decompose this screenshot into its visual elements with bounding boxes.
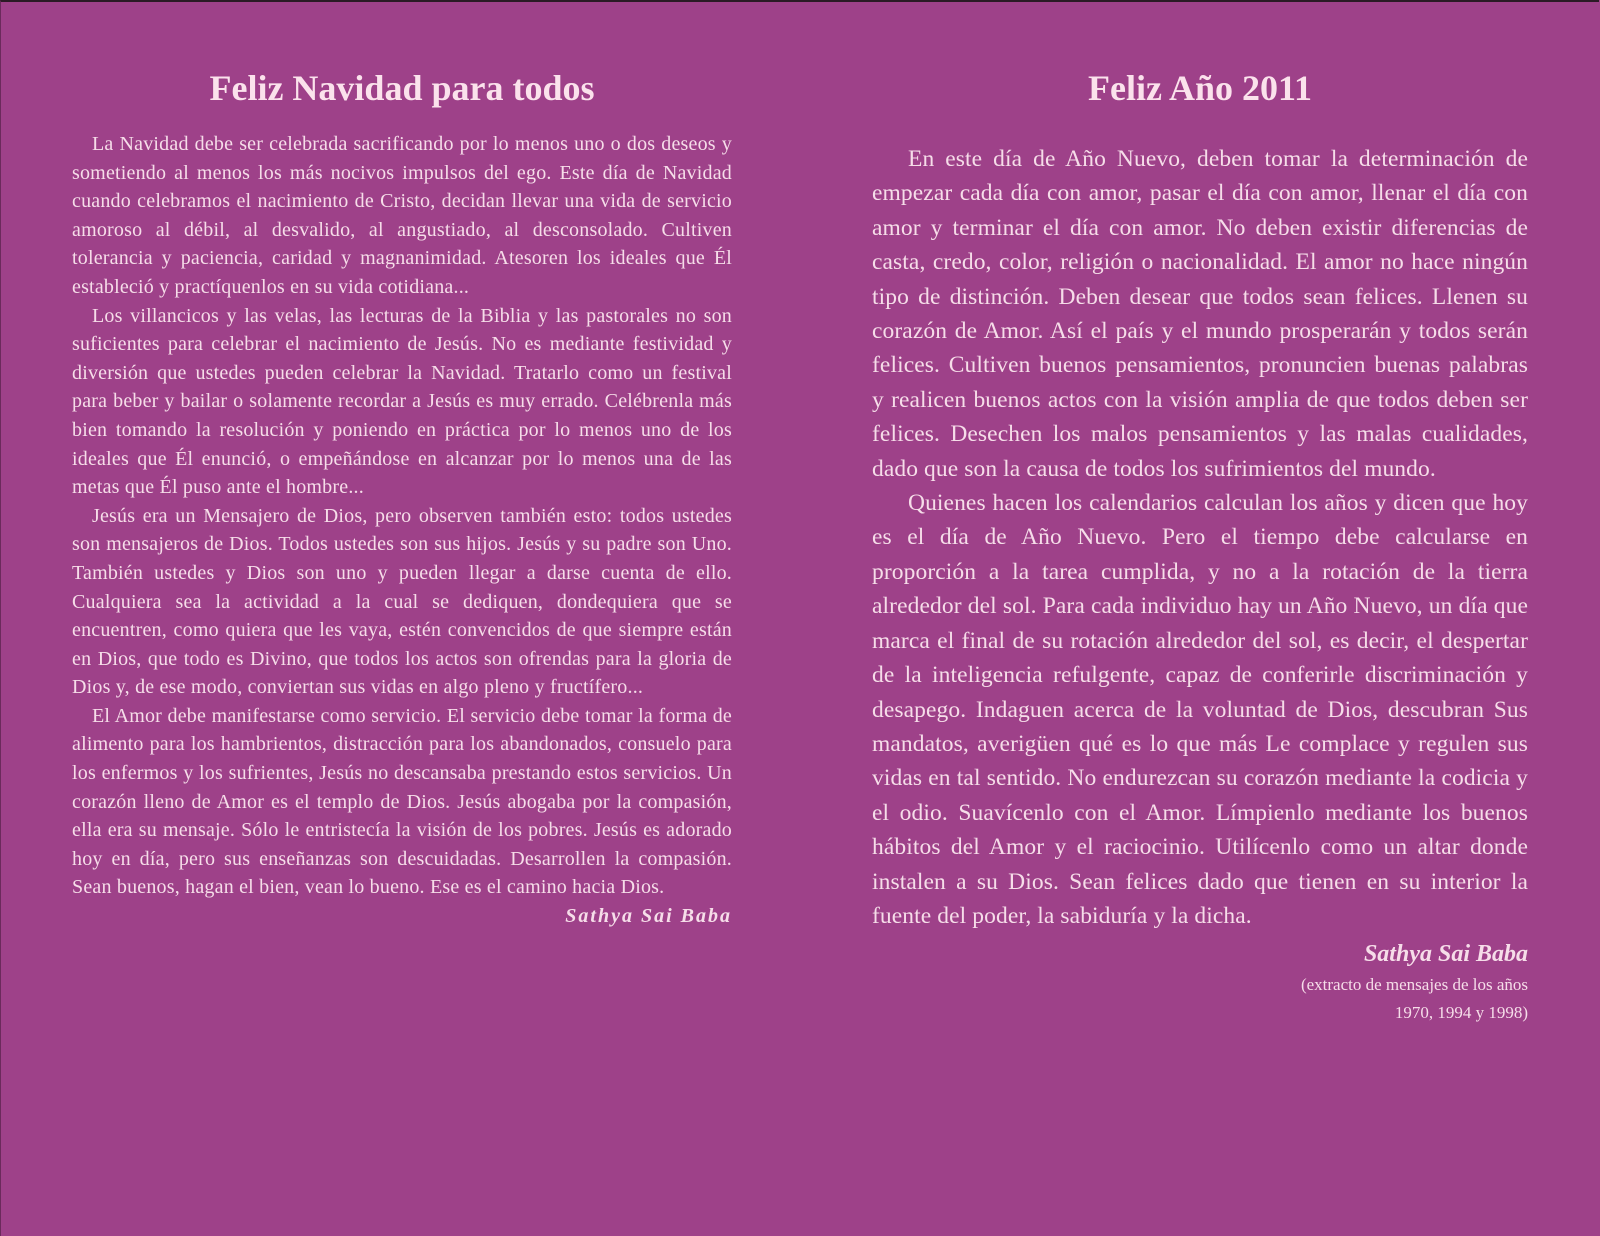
new-year-title: Feliz Año 2011 <box>1088 68 1312 108</box>
new-year-paragraph-2: Quienes hacen los calendarios calculan los años y dicen que hoy es el día de Año Nuevo. Pero el tiempo debe calcularse en proporción a la tarea cumplida, y no a la rotación de la tierra alrededor del sol. Para cada individuo hay un Año Nuevo, un día que marca el final de su rotación alrededor del sol, es decir, el despertar de la inteligencia refulgente, capaz de conferirle discriminación y desapego. Indaguen acerca de la voluntad de Dios, descubran Sus mandatos, averigüen qué es lo que más Le complace y regulen sus vidas en tal sentido. No endurezcan su corazón mediante la codicia y el odio. Suavícenlo con el Amor. Límpienlo mediante los buenos hábitos del Amor y el raciocinio. Utilícenlo como un altar donde instalen a su Dios. Sean felices dado que tienen en su interior la fuente del poder, la sabiduría y la dicha. <box>872 490 1528 929</box>
christmas-paragraph-3: Jesús era un Mensajero de Dios, pero observen también esto: todos ustedes son mensajeros de Dios. Todos ustedes son sus hijos. Jesús y su padre son Uno. También ustedes y Dios son uno y pueden llegar a darse cuenta de ello. Cualquiera sea la actividad a la cual se dediquen, dondequiera que se encuentren, como quiera que les vaya, estén convencidos de que siempre están en Dios, que todo es Divino, que todos los actos son ofrendas para la gloria de Dios y, de ese modo, conviertan sus vidas en algo pleno y fructífero... <box>72 504 732 699</box>
christmas-paragraph-4-text: El Amor debe manifestarse como servicio. El servicio debe tomar la forma de alimento para los hambrientos, distracción para los abandonados, consuelo para los enfermos y los sufrientes, Jesús no descansaba prestando estos servicios. Un corazón lleno de Amor es el templo de Dios. Jesús abogaba por la compasión, ella era su mensaje. Sólo le entristecía la visión de los pobres. Jesús es adorado hoy en día, pero sus enseñanzas son descuidadas. Desarrollen la compasión. Sean buenos, hagan el bien, vean lo bueno. Ese es el camino hacia Dios. <box>72 704 732 899</box>
new-year-message-column <box>872 62 1528 1027</box>
christmas-signature: Sathya Sai Baba <box>565 905 732 928</box>
christmas-message-column <box>72 62 732 931</box>
new-year-signature: Sathya Sai Baba <box>1363 941 1528 968</box>
christmas-title: Feliz Navidad para todos <box>209 68 595 108</box>
new-year-paragraph-1: En este día de Año Nuevo, deben tomar la determinación de empezar cada día con amor, pasar el día con amor, llenar el día con amor y terminar el día con amor. No deben existir diferencias de casta, credo, color, religión o nacionalidad. El amor no hace ningún tipo de distinción. Deben desear que todos sean felices. Llenen su corazón de Amor. Así el país y el mundo prosperarán y todos serán felices. Cultiven buenos pensamientos, pronuncien buenas palabras y realicen buenos actos con la visión amplia de que todos deben ser felices. Desechen los malos pensamientos y las malas cualidades, dado que son la causa de todos los sufrimientos del mundo. <box>872 146 1528 482</box>
christmas-paragraph-2: Los villancicos y las velas, las lecturas de la Biblia y las pastorales no son suficientes para celebrar el nacimiento de Jesús. No es mediante festividad y diversión que ustedes pueden celebrar la Navidad. Tratarlo como un festival para beber y bailar o solamente recordar a Jesús es muy errado. Celébrenla más bien tomando la resolución y poniendo en práctica por lo menos uno de los ideales que Él enunció, o empeñándose en alcanzar por lo menos una de las metas que Él puso ante el hombre... <box>72 304 732 499</box>
christmas-paragraph-4 <box>72 702 732 928</box>
christmas-paragraph-1: La Navidad debe ser celebrada sacrificando por lo menos uno o dos deseos y sometiendo al menos los más nocivos impulsos del ego. Este día de Navidad cuando celebramos el nacimiento de Cristo, decidan llevar una vida de servicio amoroso al débil, al desvalido, al angustiado, al desconsolado. Cultiven tolerancia y paciencia, caridad y magnanimidad. Atesoren los ideales que Él estableció y practíquenlos en su vida cotidiana... <box>72 133 732 298</box>
source-note-line-2: 1970, 1994 y 1998) <box>1394 1003 1528 1023</box>
source-note-line-1: (extracto de mensajes de los años <box>1300 975 1528 995</box>
